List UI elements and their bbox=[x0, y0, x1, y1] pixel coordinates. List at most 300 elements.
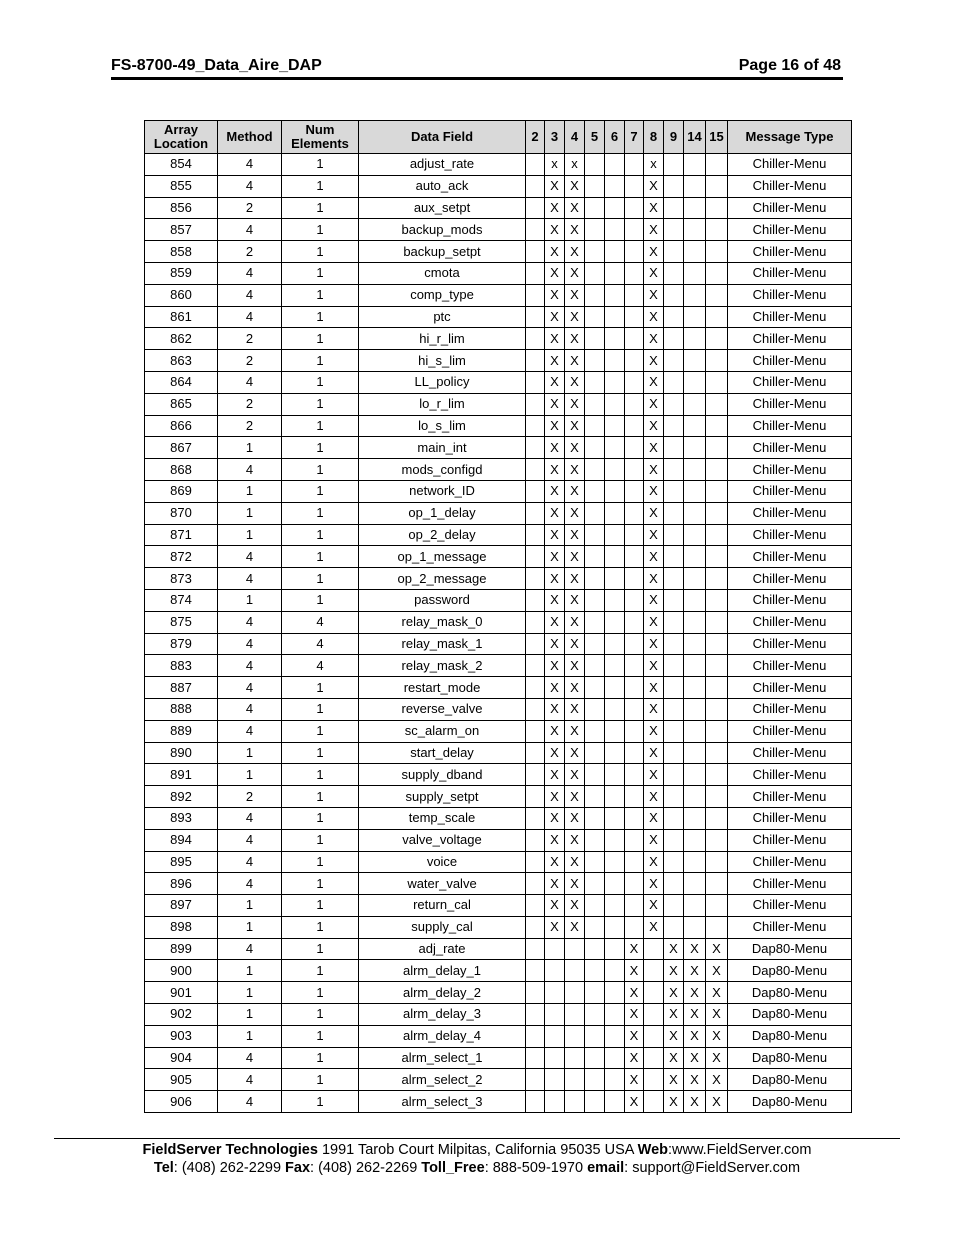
table-cell: 1 bbox=[282, 306, 359, 328]
table-cell bbox=[526, 459, 545, 481]
table-cell bbox=[684, 502, 706, 524]
table-row bbox=[145, 633, 852, 655]
table-cell: X bbox=[706, 1069, 728, 1091]
table-cell: 1 bbox=[282, 807, 359, 829]
table-cell: X bbox=[545, 546, 565, 568]
table-cell bbox=[706, 916, 728, 938]
table-cell: 900 bbox=[145, 960, 218, 982]
table-row bbox=[145, 786, 852, 808]
table-cell: 1 bbox=[282, 677, 359, 699]
table-cell bbox=[684, 415, 706, 437]
table-cell bbox=[664, 786, 684, 808]
table-cell: X bbox=[706, 938, 728, 960]
table-cell: X bbox=[664, 938, 684, 960]
table-cell: 1 bbox=[282, 175, 359, 197]
table-cell: Chiller-Menu bbox=[728, 459, 852, 481]
table-cell: Chiller-Menu bbox=[728, 677, 852, 699]
table-cell bbox=[664, 371, 684, 393]
table-cell: X bbox=[545, 306, 565, 328]
table-cell: Chiller-Menu bbox=[728, 764, 852, 786]
table-cell bbox=[526, 524, 545, 546]
table-cell: lo_r_lim bbox=[359, 393, 526, 415]
table-cell bbox=[526, 895, 545, 917]
table-cell bbox=[605, 306, 625, 328]
table-cell: 897 bbox=[145, 895, 218, 917]
table-cell: 4 bbox=[218, 720, 282, 742]
table-cell bbox=[684, 807, 706, 829]
table-cell bbox=[585, 1069, 605, 1091]
column-header: 14 bbox=[684, 121, 706, 154]
table-cell: 1 bbox=[218, 982, 282, 1004]
table-cell bbox=[625, 284, 644, 306]
column-header: Message Type bbox=[728, 121, 852, 154]
table-cell: X bbox=[545, 807, 565, 829]
table-cell: X bbox=[644, 568, 664, 590]
table-cell: 1 bbox=[282, 851, 359, 873]
table-cell bbox=[684, 589, 706, 611]
table-cell bbox=[706, 764, 728, 786]
table-cell bbox=[625, 219, 644, 241]
table-cell bbox=[585, 480, 605, 502]
table-cell bbox=[664, 350, 684, 372]
table-row bbox=[145, 393, 852, 415]
table-cell: 4 bbox=[218, 611, 282, 633]
table-cell: Chiller-Menu bbox=[728, 829, 852, 851]
table-cell bbox=[605, 960, 625, 982]
table-cell: 1 bbox=[282, 764, 359, 786]
table-cell: X bbox=[565, 459, 585, 481]
table-cell: X bbox=[565, 873, 585, 895]
table-row bbox=[145, 982, 852, 1004]
column-header: 8 bbox=[644, 121, 664, 154]
table-cell: 4 bbox=[218, 807, 282, 829]
table-cell: 4 bbox=[282, 633, 359, 655]
table-cell bbox=[684, 786, 706, 808]
table-cell: X bbox=[545, 459, 565, 481]
table-cell: Dap80-Menu bbox=[728, 1069, 852, 1091]
table-cell: relay_mask_0 bbox=[359, 611, 526, 633]
table-cell: X bbox=[565, 633, 585, 655]
table-row bbox=[145, 306, 852, 328]
table-cell bbox=[585, 1091, 605, 1113]
table-cell bbox=[625, 677, 644, 699]
table-cell: X bbox=[565, 306, 585, 328]
table-cell: 887 bbox=[145, 677, 218, 699]
table-cell: X bbox=[644, 807, 664, 829]
table-cell: Dap80-Menu bbox=[728, 982, 852, 1004]
table-cell bbox=[585, 960, 605, 982]
table-cell: X bbox=[664, 1004, 684, 1026]
table-cell: X bbox=[684, 1004, 706, 1026]
table-cell: Dap80-Menu bbox=[728, 1025, 852, 1047]
table-cell bbox=[585, 720, 605, 742]
table-cell bbox=[664, 480, 684, 502]
table-cell bbox=[605, 1091, 625, 1113]
table-cell: comp_type bbox=[359, 284, 526, 306]
table-cell: X bbox=[565, 895, 585, 917]
table-cell: X bbox=[644, 175, 664, 197]
table-cell bbox=[605, 916, 625, 938]
table-cell bbox=[605, 698, 625, 720]
table-cell: 893 bbox=[145, 807, 218, 829]
table-row bbox=[145, 698, 852, 720]
table-cell bbox=[605, 350, 625, 372]
table-cell: 2 bbox=[218, 328, 282, 350]
table-row bbox=[145, 1004, 852, 1026]
table-cell bbox=[526, 197, 545, 219]
table-cell: 1 bbox=[282, 1069, 359, 1091]
table-cell: alrm_select_3 bbox=[359, 1091, 526, 1113]
table-cell: X bbox=[565, 328, 585, 350]
table-cell bbox=[565, 1025, 585, 1047]
table-cell: Chiller-Menu bbox=[728, 241, 852, 263]
table-cell: X bbox=[545, 786, 565, 808]
table-cell bbox=[706, 546, 728, 568]
table-cell: 1 bbox=[218, 524, 282, 546]
table-cell: X bbox=[664, 1091, 684, 1113]
table-row bbox=[145, 807, 852, 829]
table-cell: X bbox=[644, 764, 664, 786]
table-cell: 1 bbox=[282, 916, 359, 938]
footer-email-value: : support@FieldServer.com bbox=[624, 1160, 801, 1176]
footer-tollfree-label: Toll_Free bbox=[421, 1160, 485, 1176]
table-cell: 4 bbox=[218, 175, 282, 197]
table-cell bbox=[585, 633, 605, 655]
table-cell: sc_alarm_on bbox=[359, 720, 526, 742]
table-cell bbox=[585, 1047, 605, 1069]
table-cell bbox=[605, 873, 625, 895]
table-cell bbox=[526, 219, 545, 241]
column-header: 3 bbox=[545, 121, 565, 154]
table-cell: adj_rate bbox=[359, 938, 526, 960]
table-cell: 1 bbox=[282, 1091, 359, 1113]
table-cell bbox=[605, 895, 625, 917]
table-cell bbox=[526, 764, 545, 786]
table-cell: X bbox=[644, 677, 664, 699]
table-cell: Dap80-Menu bbox=[728, 1047, 852, 1069]
table-cell: X bbox=[545, 502, 565, 524]
table-cell bbox=[526, 611, 545, 633]
table-cell bbox=[605, 393, 625, 415]
table-cell: Chiller-Menu bbox=[728, 502, 852, 524]
table-cell: X bbox=[706, 960, 728, 982]
table-cell bbox=[706, 851, 728, 873]
table-cell bbox=[526, 328, 545, 350]
table-cell bbox=[706, 698, 728, 720]
table-cell: Chiller-Menu bbox=[728, 262, 852, 284]
table-cell bbox=[684, 916, 706, 938]
table-cell: 856 bbox=[145, 197, 218, 219]
table-cell: X bbox=[644, 786, 664, 808]
column-header: 9 bbox=[664, 121, 684, 154]
table-cell: x bbox=[565, 154, 585, 176]
table-cell: 4 bbox=[218, 568, 282, 590]
table-cell: Chiller-Menu bbox=[728, 219, 852, 241]
table-cell: X bbox=[565, 698, 585, 720]
table-cell bbox=[625, 524, 644, 546]
table-cell: Dap80-Menu bbox=[728, 960, 852, 982]
table-cell bbox=[684, 262, 706, 284]
table-cell: X bbox=[545, 175, 565, 197]
table-row bbox=[145, 611, 852, 633]
table-cell bbox=[605, 677, 625, 699]
table-cell bbox=[526, 568, 545, 590]
table-cell bbox=[585, 611, 605, 633]
table-cell: 2 bbox=[218, 350, 282, 372]
table-cell: cmota bbox=[359, 262, 526, 284]
table-cell: x bbox=[644, 154, 664, 176]
table-cell bbox=[585, 1025, 605, 1047]
table-cell: 2 bbox=[218, 786, 282, 808]
table-row bbox=[145, 742, 852, 764]
table-cell bbox=[585, 306, 605, 328]
table-cell: X bbox=[644, 328, 664, 350]
table-cell bbox=[605, 502, 625, 524]
table-row bbox=[145, 655, 852, 677]
table-cell: password bbox=[359, 589, 526, 611]
table-cell: X bbox=[565, 611, 585, 633]
table-cell: X bbox=[545, 371, 565, 393]
table-cell: 4 bbox=[218, 154, 282, 176]
table-cell: X bbox=[644, 197, 664, 219]
table-cell bbox=[526, 916, 545, 938]
footer-web-label: Web bbox=[637, 1142, 669, 1158]
table-cell bbox=[605, 371, 625, 393]
table-cell: 2 bbox=[218, 393, 282, 415]
table-cell: X bbox=[565, 175, 585, 197]
table-cell bbox=[585, 241, 605, 263]
column-header: Data Field bbox=[359, 121, 526, 154]
table-cell: Chiller-Menu bbox=[728, 568, 852, 590]
table-cell bbox=[644, 960, 664, 982]
table-cell: 4 bbox=[218, 284, 282, 306]
table-cell bbox=[625, 393, 644, 415]
table-cell: X bbox=[644, 916, 664, 938]
table-cell: 1 bbox=[282, 873, 359, 895]
table-cell bbox=[605, 938, 625, 960]
table-row bbox=[145, 502, 852, 524]
table-cell: 896 bbox=[145, 873, 218, 895]
table-cell: Chiller-Menu bbox=[728, 633, 852, 655]
table-row bbox=[145, 154, 852, 176]
table-cell bbox=[706, 655, 728, 677]
table-cell: X bbox=[644, 306, 664, 328]
table-cell: X bbox=[706, 1004, 728, 1026]
table-cell: Chiller-Menu bbox=[728, 306, 852, 328]
table-cell bbox=[526, 851, 545, 873]
table-cell bbox=[706, 611, 728, 633]
table-cell: Chiller-Menu bbox=[728, 807, 852, 829]
table-cell: Chiller-Menu bbox=[728, 786, 852, 808]
table-cell: Dap80-Menu bbox=[728, 938, 852, 960]
table-cell bbox=[545, 1091, 565, 1113]
table-cell bbox=[625, 589, 644, 611]
table-cell: X bbox=[545, 916, 565, 938]
table-cell: X bbox=[545, 350, 565, 372]
table-cell bbox=[706, 241, 728, 263]
table-cell: X bbox=[565, 350, 585, 372]
table-cell bbox=[664, 807, 684, 829]
table-cell: 895 bbox=[145, 851, 218, 873]
table-cell bbox=[664, 895, 684, 917]
table-cell bbox=[526, 393, 545, 415]
table-cell: 863 bbox=[145, 350, 218, 372]
table-cell bbox=[625, 764, 644, 786]
table-cell bbox=[605, 1025, 625, 1047]
table-cell bbox=[605, 459, 625, 481]
table-cell: 4 bbox=[218, 1069, 282, 1091]
table-cell bbox=[585, 568, 605, 590]
table-cell bbox=[585, 415, 605, 437]
table-cell bbox=[684, 568, 706, 590]
table-cell: 883 bbox=[145, 655, 218, 677]
table-cell bbox=[585, 786, 605, 808]
column-header: Num Elements bbox=[282, 121, 359, 154]
table-row bbox=[145, 546, 852, 568]
table-cell bbox=[684, 633, 706, 655]
table-cell bbox=[625, 786, 644, 808]
table-cell: 4 bbox=[218, 219, 282, 241]
table-cell: X bbox=[565, 480, 585, 502]
table-cell: X bbox=[565, 829, 585, 851]
table-cell: X bbox=[545, 611, 565, 633]
table-cell: X bbox=[545, 698, 565, 720]
table-cell bbox=[526, 829, 545, 851]
table-cell: Dap80-Menu bbox=[728, 1091, 852, 1113]
footer-address: 1991 Tarob Court Milpitas, California 95035 USA bbox=[317, 1142, 638, 1158]
table-cell: X bbox=[684, 960, 706, 982]
table-cell: 1 bbox=[282, 720, 359, 742]
table-cell bbox=[684, 698, 706, 720]
table-cell: 889 bbox=[145, 720, 218, 742]
table-cell: 4 bbox=[218, 698, 282, 720]
table-row bbox=[145, 350, 852, 372]
column-header: 4 bbox=[565, 121, 585, 154]
table-cell: 1 bbox=[282, 350, 359, 372]
table-cell: alrm_delay_4 bbox=[359, 1025, 526, 1047]
table-cell: 870 bbox=[145, 502, 218, 524]
table-cell: alrm_delay_2 bbox=[359, 982, 526, 1004]
table-cell: X bbox=[664, 1069, 684, 1091]
table-cell bbox=[664, 328, 684, 350]
table-cell: 1 bbox=[282, 589, 359, 611]
page-number: Page 16 of 48 bbox=[738, 57, 841, 74]
table-cell: 891 bbox=[145, 764, 218, 786]
table-cell bbox=[526, 677, 545, 699]
table-cell bbox=[706, 742, 728, 764]
table-cell bbox=[625, 742, 644, 764]
table-cell: X bbox=[565, 807, 585, 829]
table-cell bbox=[545, 982, 565, 1004]
table-cell: 1 bbox=[282, 1025, 359, 1047]
table-cell: op_1_delay bbox=[359, 502, 526, 524]
column-header: 2 bbox=[526, 121, 545, 154]
table-cell: 1 bbox=[218, 502, 282, 524]
table-cell bbox=[526, 371, 545, 393]
table-cell: X bbox=[565, 546, 585, 568]
table-cell bbox=[565, 1004, 585, 1026]
table-cell bbox=[526, 807, 545, 829]
table-cell bbox=[684, 459, 706, 481]
table-cell bbox=[585, 916, 605, 938]
table-cell bbox=[605, 851, 625, 873]
table-cell: 890 bbox=[145, 742, 218, 764]
table-cell bbox=[605, 328, 625, 350]
table-cell bbox=[706, 175, 728, 197]
table-cell bbox=[585, 459, 605, 481]
table-cell bbox=[585, 154, 605, 176]
table-cell bbox=[684, 480, 706, 502]
table-cell bbox=[585, 1004, 605, 1026]
table-cell: X bbox=[644, 393, 664, 415]
column-header: 5 bbox=[585, 121, 605, 154]
table-cell bbox=[585, 895, 605, 917]
table-cell: temp_scale bbox=[359, 807, 526, 829]
table-cell bbox=[684, 524, 706, 546]
table-cell bbox=[706, 284, 728, 306]
table-cell: 854 bbox=[145, 154, 218, 176]
table-cell bbox=[684, 829, 706, 851]
table-cell bbox=[605, 284, 625, 306]
table-cell bbox=[605, 262, 625, 284]
table-cell: X bbox=[644, 546, 664, 568]
table-cell: Chiller-Menu bbox=[728, 873, 852, 895]
table-cell bbox=[526, 437, 545, 459]
table-cell: X bbox=[545, 284, 565, 306]
table-cell: 1 bbox=[282, 742, 359, 764]
table-cell bbox=[625, 851, 644, 873]
table-cell bbox=[684, 306, 706, 328]
table-cell: X bbox=[644, 524, 664, 546]
table-cell bbox=[625, 415, 644, 437]
table-cell bbox=[545, 1069, 565, 1091]
table-cell bbox=[664, 568, 684, 590]
table-cell: X bbox=[644, 611, 664, 633]
table-cell bbox=[706, 306, 728, 328]
table-cell: 4 bbox=[218, 306, 282, 328]
column-header: 15 bbox=[706, 121, 728, 154]
table-cell: X bbox=[625, 960, 644, 982]
table-cell: 4 bbox=[218, 371, 282, 393]
table-cell: valve_voltage bbox=[359, 829, 526, 851]
table-cell: X bbox=[706, 982, 728, 1004]
table-cell: X bbox=[545, 328, 565, 350]
table-cell: X bbox=[706, 1047, 728, 1069]
table-cell: hi_s_lim bbox=[359, 350, 526, 372]
table-cell: 1 bbox=[282, 241, 359, 263]
table-cell bbox=[545, 1047, 565, 1069]
table-cell: 4 bbox=[218, 546, 282, 568]
table-row bbox=[145, 938, 852, 960]
table-cell: X bbox=[545, 197, 565, 219]
table-cell bbox=[664, 524, 684, 546]
table-cell: 1 bbox=[282, 284, 359, 306]
table-row bbox=[145, 328, 852, 350]
table-header-row bbox=[145, 121, 852, 154]
table-cell bbox=[526, 1069, 545, 1091]
table-cell bbox=[605, 633, 625, 655]
table-cell: 4 bbox=[218, 1047, 282, 1069]
table-row bbox=[145, 1047, 852, 1069]
table-cell bbox=[585, 546, 605, 568]
table-cell bbox=[684, 851, 706, 873]
table-cell: Chiller-Menu bbox=[728, 546, 852, 568]
table-cell bbox=[585, 742, 605, 764]
table-cell: 1 bbox=[282, 371, 359, 393]
table-cell: 1 bbox=[282, 219, 359, 241]
table-cell bbox=[625, 611, 644, 633]
table-cell: supply_setpt bbox=[359, 786, 526, 808]
